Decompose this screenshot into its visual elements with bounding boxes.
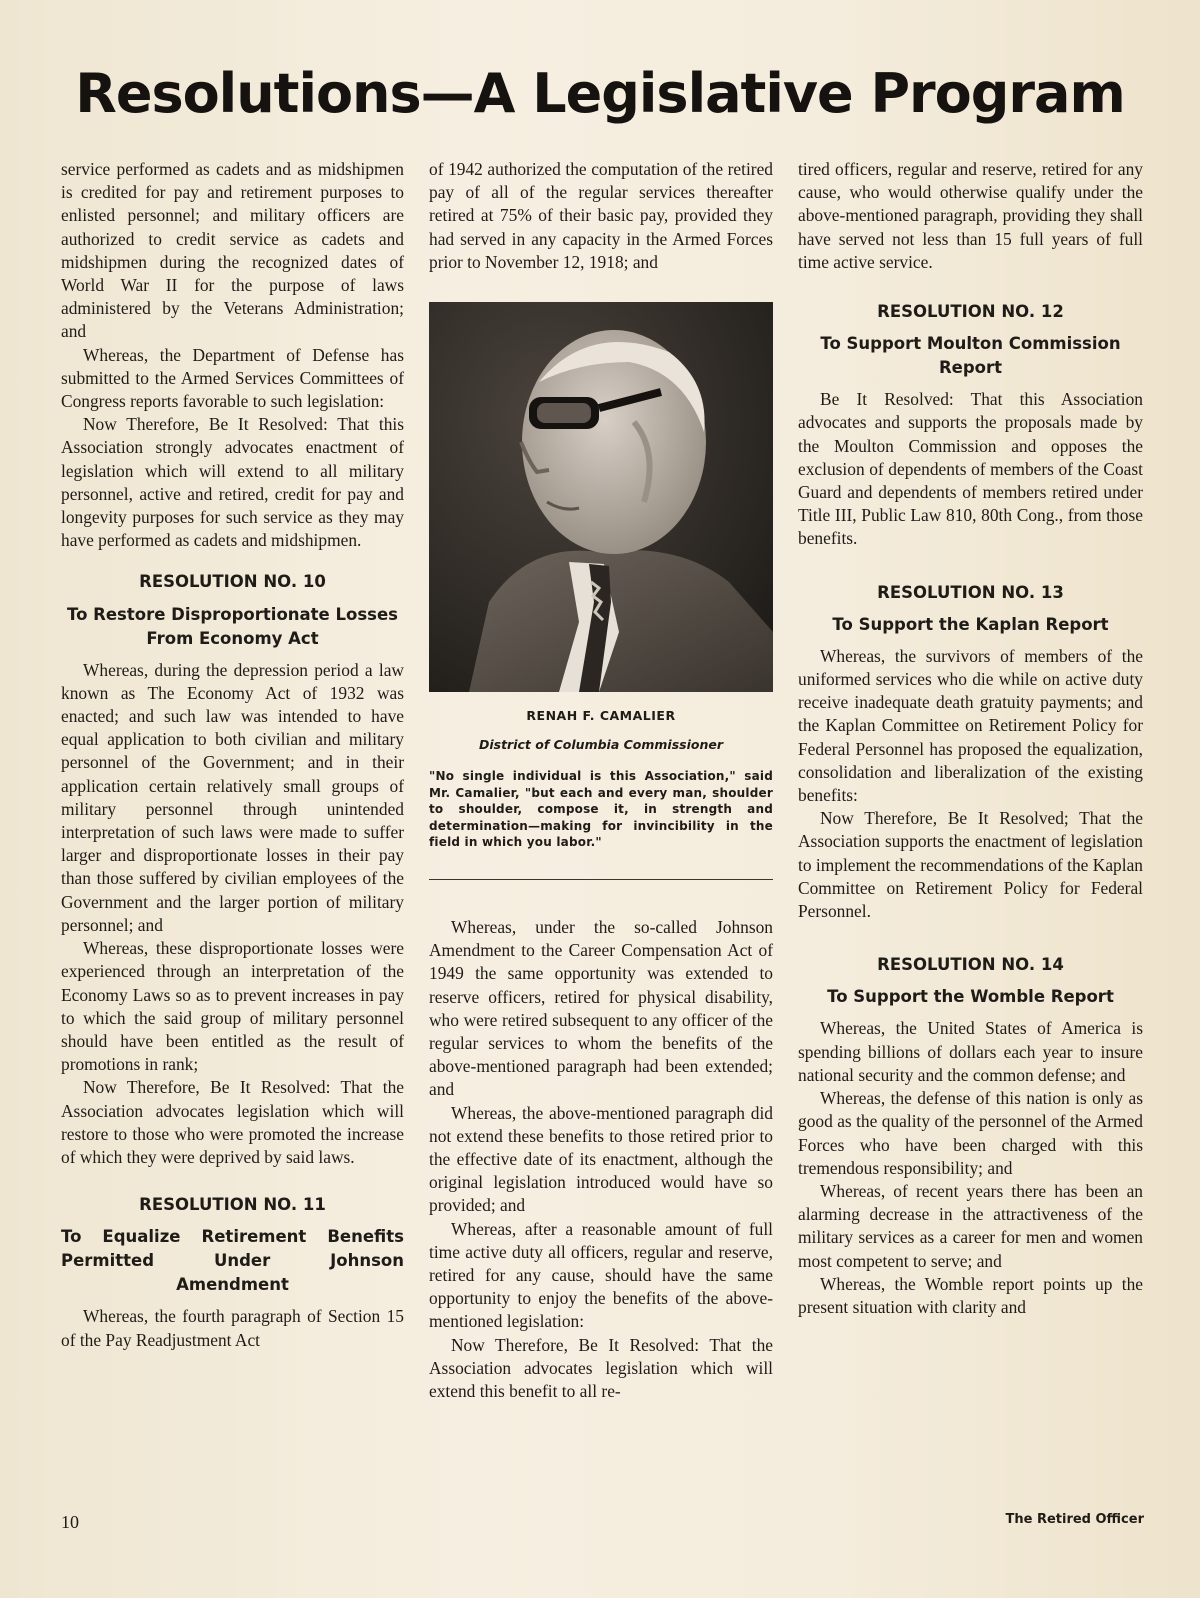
paragraph: Whereas, the above-mentioned paragraph did not extend these benefits to those retired prior to the effective date of its enactment, although the original legislation introduced would have so provided; and (429, 1102, 773, 1216)
caption-quote: "No single individual is this Association," said Mr. Camalier, "but each and every man, shoulder to shoulder, compose it, in strength and determination—making for invincibility in the field in which you labor." (429, 769, 773, 850)
paragraph: Whereas, the Womble report points up the present situation with clarity and (798, 1273, 1143, 1317)
paragraph: Whereas, of recent years there has been an alarming decrease in the attractiveness of the military services as a career for men and women most competent to serve; and (798, 1180, 1143, 1271)
resolution-12-title: To Support Moulton Commission Report (820, 334, 1121, 378)
resolution-13-title: To Support the Kaplan Report (832, 614, 1109, 634)
paragraph: Whereas, the survivors of members of the uniformed services who die while on active duty receive inadequate death gratuity payments; and the Kaplan Committee on Retirement Policy for Federal Personnel has proposed the equalization, consolidation and liberalization of the existing benefits: (798, 645, 1143, 806)
paragraph: Whereas, these disproportionate losses were experienced through an interpretation of the Economy Laws so as to prevent increases in pay to which the said group of military personnel should have been entitled as the result of promotions in rank; (61, 938, 404, 1075)
caption-name: RENAH F. CAMALIER (526, 708, 676, 724)
paragraph: Now Therefore, Be It Resolved: That this Association strongly advocates enactment of legislation which will extend to all military personnel, active and retired, credit for pay and longevity purposes for such service as they may have performed as cadets and midshipmen. (61, 414, 404, 551)
resolution-10-title: To Restore Disproportionate Losses From Economy Act (67, 604, 398, 648)
magazine-name: The Retired Officer (1005, 1512, 1144, 1527)
resolution-11-number: RESOLUTION NO. 11 (139, 1195, 326, 1215)
paragraph: Whereas, during the depression period a law known as The Economy Act of 1932 was enacted; and such law was intended to have equal application to both civilian and military personnel of the Government; and in their application certain relatively small groups of military personnel through unintended interpretation of such laws were made to suffer larger and disproportionate losses in their pay than those suffered by civilian employees of the Government and the larger portion of military personnel; and (61, 659, 404, 935)
paragraph: of 1942 authorized the computation of the retired pay of all of the regular services thereafter retired at 75% of their basic pay, provided they had served in any capacity in the Armed Forces prior to November 12, 1918; and (429, 159, 773, 272)
paragraph: Be It Resolved: That this Association advocates and supports the proposals made by the Moulton Commission and opposes the exclusion of dependents of members of the Coast Guard and dependents of members retired under Title III, Public Law 810, 80th Cong., from those benefits. (798, 389, 1143, 549)
resolution-10-number: RESOLUTION NO. 10 (139, 572, 326, 592)
paragraph: tired officers, regular and reserve, retired for any cause, who would otherwise qualify under the above-mentioned paragraph, providing they shall have served not less than 15 full years of full time active service. (798, 159, 1143, 272)
portrait-illustration (429, 302, 773, 692)
resolution-13-number: RESOLUTION NO. 13 (877, 582, 1064, 602)
paragraph: Whereas, the United States of America is spending billions of dollars each year to insure national security and the common defense; and (798, 1018, 1143, 1085)
column-3 (798, 158, 1143, 1319)
paragraph: Whereas, under the so-called Johnson Amendment to the Career Compensation Act of 1949 the same opportunity was extended to reserve officers, retired for physical disability, who were retired subsequent to any officer of the regular services to whom the benefits of the above-mentioned paragraph had been extended; and (429, 916, 773, 1100)
portrait-photo (429, 302, 773, 692)
paragraph: Whereas, the defense of this nation is only as good as the quality of the personnel of the Armed Forces who have been charged with this tremendous responsibility; and (798, 1088, 1143, 1178)
page-title: Resolutions—A Legislative Program (75, 62, 1125, 125)
resolution-12-number: RESOLUTION NO. 12 (877, 302, 1064, 322)
page-number: 10 (61, 1512, 79, 1532)
paragraph: Now Therefore, Be It Resolved: That the Association advocates legislation which will restore to those who were promoted the increase of which they were deprived by said laws. (61, 1077, 404, 1167)
caption-role: District of Columbia Commissioner (478, 737, 724, 753)
paragraph: Now Therefore, Be It Resolved: That the Association advocates legislation which will extend this benefit to all re- (429, 1334, 773, 1401)
resolution-14-number: RESOLUTION NO. 14 (877, 955, 1064, 975)
resolution-14-title: To Support the Womble Report (827, 987, 1114, 1007)
section-divider (429, 879, 773, 880)
paragraph: Now Therefore, Be It Resolved; That the Association supports the enactment of legislation to implement the recommendations of the Kaplan Committee on Retirement Policy for Federal Personnel. (798, 808, 1143, 922)
column-2 (429, 158, 773, 1403)
paragraph: Whereas, after a reasonable amount of full time active duty all officers, regular and reserve, retired for any cause, should have the same opportunity to enjoy the benefits of the above-mentioned legislation: (429, 1218, 773, 1332)
paragraph: Whereas, the fourth paragraph of Section 15 of the Pay Readjustment Act (61, 1306, 404, 1350)
paragraph: Whereas, the Department of Defense has submitted to the Armed Services Committees of Congress reports favorable to such legislation: (61, 344, 404, 412)
column-1 (61, 158, 404, 1352)
paragraph: service performed as cadets and as midshipmen is credited for pay and retirement purposes to enlisted personnel; and military officers are authorized to credit service as cadets and midshipmen during the recognized dates of World War II for the purpose of laws administered by the Veterans Administration; and (61, 159, 404, 342)
resolution-11-title: To Equalize Retirement Benefits Permitted Under Johnson Amendment (61, 1227, 404, 1295)
